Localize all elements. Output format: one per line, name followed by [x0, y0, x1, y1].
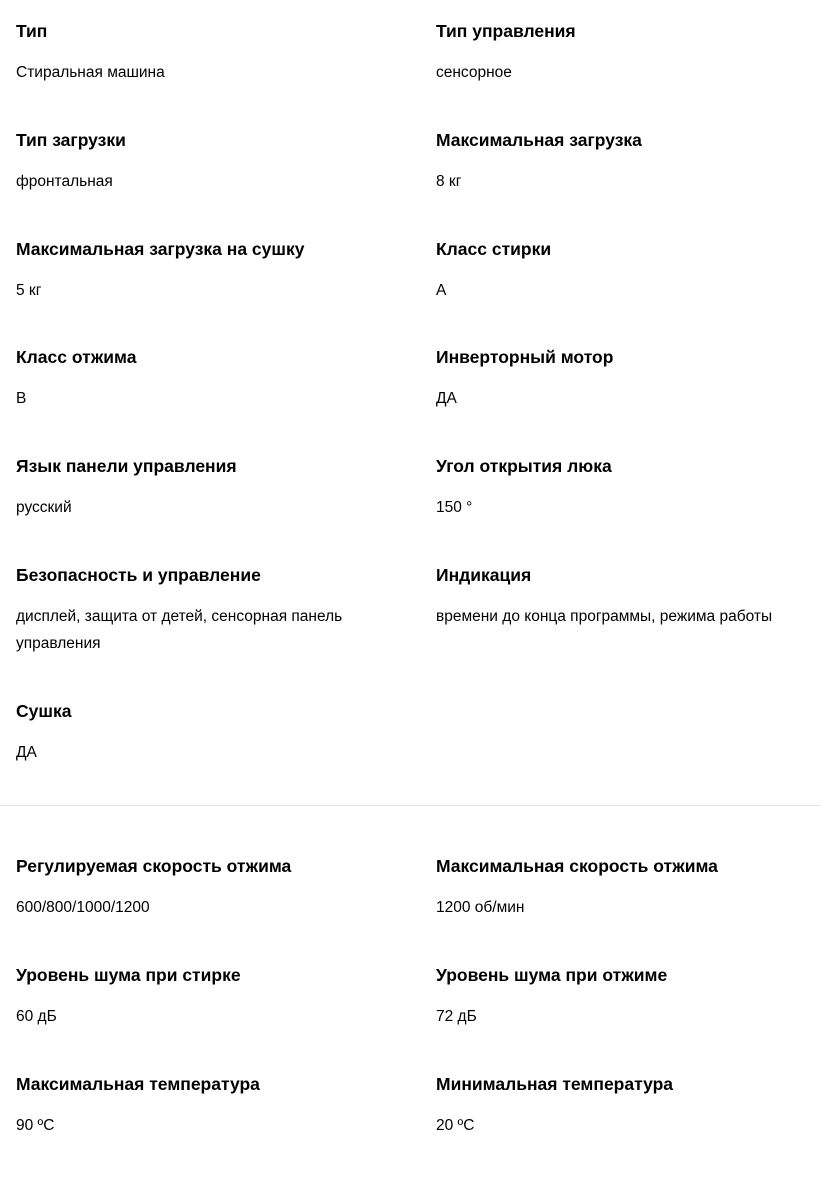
spec-type	[0, 19, 436, 128]
spec-label: Язык панели управления	[16, 456, 237, 477]
spec-label: Тип	[16, 21, 48, 41]
spec-row	[0, 699, 821, 808]
spec-row	[0, 128, 821, 237]
spec-label: Тип загрузки	[16, 129, 126, 150]
spec-value: дисплей, защита от детей, сенсорная панель управления	[16, 607, 343, 652]
section-divider	[0, 805, 821, 806]
spec-value: фронтальная	[16, 172, 113, 190]
spec-value: 5 кг	[16, 281, 42, 299]
spec-indication	[436, 563, 821, 699]
spec-row	[0, 854, 821, 963]
spec-value: 600/800/1000/1200	[16, 899, 150, 916]
spec-label: Максимальная загрузка на сушку	[16, 238, 305, 259]
spec-load-type	[0, 128, 436, 237]
spec-label: Уровень шума при стирке	[16, 964, 241, 985]
spec-control-type	[436, 19, 821, 128]
spec-label: Класс отжима	[16, 347, 137, 368]
spec-spin-class	[0, 345, 436, 454]
spec-label: Индикация	[436, 564, 532, 585]
spec-min-temperature	[436, 1072, 821, 1180]
spec-label: Максимальная температура	[16, 1073, 260, 1094]
spec-row	[0, 237, 821, 346]
spec-value: 72 дБ	[436, 1007, 477, 1025]
spec-row	[0, 1072, 821, 1180]
spec-value: сенсорное	[436, 64, 512, 81]
spec-label: Минимальная температура	[436, 1073, 674, 1094]
spec-value: A	[436, 281, 447, 299]
spec-row	[0, 345, 821, 454]
spec-label: Уровень шума при отжиме	[436, 964, 668, 985]
spec-label: Максимальная скорость отжима	[436, 856, 718, 876]
spec-adjustable-spin-speed	[0, 854, 436, 963]
spec-value: 60 дБ	[16, 1007, 57, 1025]
spec-label: Сушка	[16, 700, 72, 721]
spec-value: 1200 об/мин	[436, 899, 525, 916]
spec-spin-noise	[436, 963, 821, 1072]
spec-max-load	[436, 128, 821, 237]
spec-value: русский	[16, 499, 72, 517]
spec-wash-class	[436, 237, 821, 346]
spec-row	[0, 19, 821, 128]
spec-inverter-motor	[436, 345, 821, 454]
spec-max-temperature	[0, 1072, 436, 1180]
spec-row	[0, 454, 821, 563]
spec-label: Угол открытия люка	[436, 456, 612, 477]
spec-row	[0, 963, 821, 1072]
spec-value: ДА	[16, 743, 37, 761]
spec-value: B	[16, 390, 27, 408]
spec-max-dry-load	[0, 237, 436, 346]
spec-label: Инверторный мотор	[436, 347, 614, 368]
spec-value: 90 ºC	[16, 1116, 55, 1134]
spec-value: 150 °	[436, 499, 473, 517]
spec-max-spin-speed	[436, 854, 821, 963]
spec-label: Регулируемая скорость отжима	[16, 856, 292, 876]
spec-door-angle	[436, 454, 821, 563]
spec-label: Класс стирки	[436, 238, 552, 259]
spec-drying	[0, 699, 436, 808]
spec-label: Максимальная загрузка	[436, 129, 642, 150]
spec-wash-noise	[0, 963, 436, 1072]
spec-value: времени до конца программы, режима работы	[436, 607, 773, 625]
spec-safety-control	[0, 563, 436, 699]
spec-value: ДА	[436, 390, 457, 408]
spec-panel-language	[0, 454, 436, 563]
spec-value: 8 кг	[436, 172, 462, 190]
spec-value: Стиральная машина	[16, 64, 165, 81]
specs-section-spin-noise	[0, 854, 821, 1180]
spec-label: Тип управления	[436, 21, 576, 41]
spec-value: 20 ºC	[436, 1116, 475, 1134]
spec-row	[0, 563, 821, 699]
spec-label: Безопасность и управление	[16, 564, 261, 585]
